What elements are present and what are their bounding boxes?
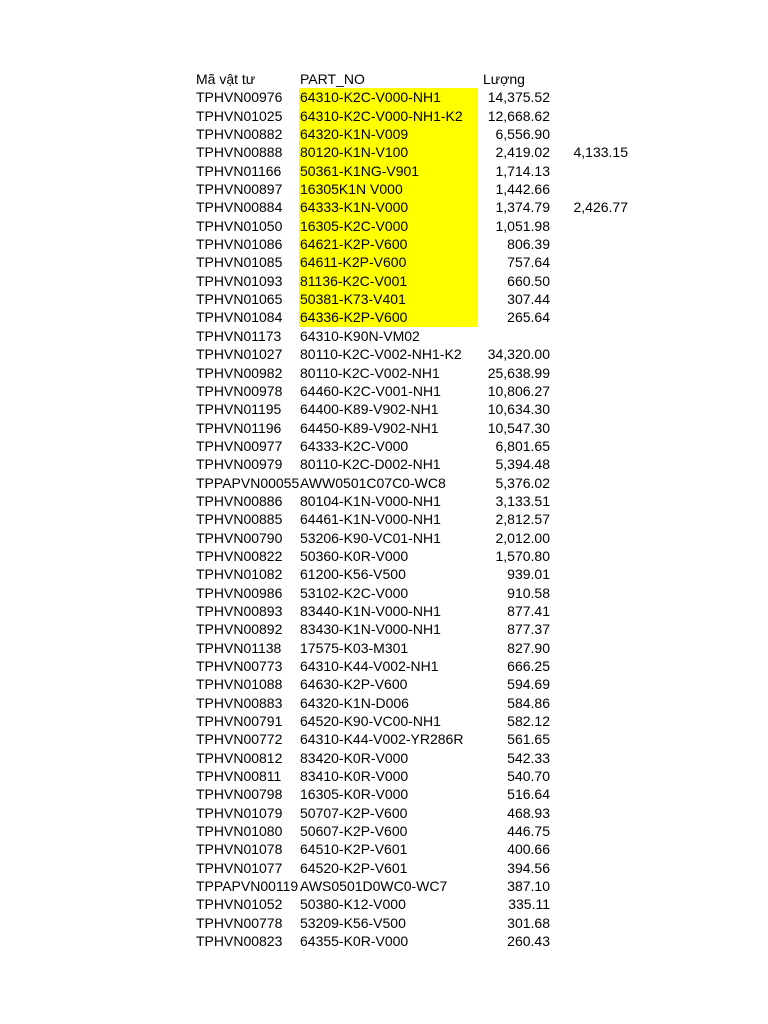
cell-code[interactable]: TPHVN00772 (196, 731, 283, 748)
cell-code[interactable]: TPHVN00823 (196, 933, 283, 950)
cell-quantity[interactable]: 516.64 (507, 786, 550, 803)
cell-code[interactable]: TPHVN01050 (196, 217, 283, 234)
cell-code[interactable]: TPHVN01138 (196, 639, 282, 656)
cell-extra[interactable] (550, 382, 628, 400)
cell-code[interactable]: TPHVN00773 (196, 658, 283, 674)
cell-quantity[interactable]: 806.39 (507, 236, 550, 253)
cell-extra[interactable] (550, 914, 628, 932)
cell-extra[interactable] (550, 107, 628, 125)
cell-code[interactable]: TPHVN00778 (196, 914, 283, 931)
cell-extra[interactable] (550, 584, 628, 602)
cell-quantity[interactable]: 307.44 (507, 291, 550, 308)
cell-part-no[interactable]: 83420-K0R-V000 (300, 749, 409, 766)
cell-part-no[interactable]: 50360-K0R-V000 (300, 547, 409, 564)
cell-part-no[interactable]: 80104-K1N-V000-NH1 (300, 492, 441, 509)
cell-part-no[interactable]: 61200-K56-V500 (300, 566, 406, 583)
cell-part-no[interactable]: 64336-K2P-V600 (299, 308, 478, 326)
cell-part-no[interactable]: 17575-K03-M301 (300, 639, 409, 656)
cell-code[interactable]: TPHVN01173 (196, 327, 282, 344)
cell-code[interactable]: TPHVN01079 (196, 804, 283, 821)
cell-quantity[interactable]: 1,570.80 (495, 547, 550, 564)
cell-code[interactable]: TPHVN01195 (196, 401, 282, 418)
cell-part-no[interactable]: 64355-K0R-V000 (300, 933, 409, 950)
cell-part-no[interactable]: 64450-K89-V902-NH1 (300, 419, 439, 436)
cell-quantity[interactable]: 12,668.62 (487, 107, 550, 124)
cell-code[interactable]: TPHVN01093 (196, 272, 283, 289)
cell-extra[interactable] (550, 895, 628, 913)
cell-extra[interactable] (550, 547, 628, 565)
cell-part-no[interactable]: AWW0501C07C0-WC8 (300, 474, 446, 491)
cell-code[interactable]: TPHVN00884 (196, 199, 283, 216)
cell-part-no[interactable]: 64460-K2C-V001-NH1 (300, 382, 441, 399)
cell-extra[interactable]: 2,426.77 (573, 199, 628, 216)
cell-code[interactable]: TPHVN00811 (196, 768, 282, 785)
cell-quantity[interactable]: 2,419.02 (495, 144, 550, 161)
cell-quantity[interactable]: 877.37 (507, 621, 550, 638)
cell-part-no[interactable]: 16305-K0R-V000 (300, 786, 409, 803)
cell-quantity[interactable]: 561.65 (507, 731, 550, 748)
cell-extra[interactable] (550, 88, 628, 106)
cell-quantity[interactable]: 25,638.99 (487, 364, 550, 381)
cell-code[interactable]: TPHVN00897 (196, 181, 283, 198)
cell-part-no[interactable]: 64320-K1N-D006 (300, 694, 409, 711)
cell-part-no[interactable]: 64333-K1N-V000 (299, 198, 478, 216)
cell-extra[interactable] (550, 932, 628, 950)
cell-quantity[interactable]: 34,320.00 (487, 346, 550, 363)
cell-extra[interactable] (550, 510, 628, 528)
cell-extra[interactable] (550, 877, 628, 895)
cell-code[interactable]: TPHVN01088 (196, 676, 283, 693)
cell-quantity[interactable]: 10,806.27 (487, 382, 550, 399)
cell-quantity[interactable]: 260.43 (507, 933, 550, 950)
cell-code[interactable]: TPHVN01196 (196, 419, 282, 436)
cell-quantity[interactable]: 1,442.66 (495, 181, 550, 198)
cell-extra[interactable] (550, 529, 628, 547)
cell-code[interactable]: TPHVN01085 (196, 254, 283, 271)
cell-quantity[interactable]: 14,375.52 (487, 89, 550, 106)
cell-extra[interactable] (550, 620, 628, 638)
cell-code[interactable]: TPHVN00822 (196, 547, 283, 564)
cell-part-no[interactable]: 64320-K1N-V009 (299, 125, 478, 143)
cell-extra[interactable] (550, 437, 628, 455)
cell-extra[interactable]: 4,133.15 (573, 144, 628, 161)
cell-quantity[interactable]: 10,547.30 (487, 419, 550, 436)
cell-quantity[interactable]: 910.58 (507, 584, 550, 601)
cell-extra[interactable] (550, 455, 628, 473)
cell-part-no[interactable]: 64310-K44-V002-YR286R (300, 731, 464, 748)
cell-quantity[interactable]: 542.33 (507, 749, 550, 766)
cell-extra[interactable] (550, 694, 628, 712)
cell-code[interactable]: TPHVN01027 (196, 346, 283, 363)
cell-extra[interactable] (550, 639, 628, 657)
cell-quantity[interactable]: 2,812.57 (495, 511, 550, 528)
cell-part-no[interactable]: 50381-K73-V401 (299, 290, 478, 308)
cell-part-no[interactable]: 64630-K2P-V600 (300, 676, 408, 693)
cell-quantity[interactable]: 5,376.02 (495, 474, 550, 491)
cell-code[interactable]: TPHVN00978 (196, 382, 283, 399)
cell-extra[interactable] (550, 749, 628, 767)
cell-extra[interactable] (550, 675, 628, 693)
cell-code[interactable]: TPHVN00982 (196, 364, 283, 381)
cell-quantity[interactable]: 446.75 (507, 823, 550, 840)
cell-quantity[interactable]: 1,051.98 (495, 217, 550, 234)
cell-extra[interactable] (550, 859, 628, 877)
cell-code[interactable]: TPHVN01086 (196, 236, 283, 253)
cell-code[interactable]: TPHVN00986 (196, 584, 283, 601)
cell-part-no[interactable]: 64310-K2C-V000-NH1 (299, 88, 478, 106)
cell-quantity[interactable]: 10,634.30 (487, 401, 550, 418)
cell-extra[interactable] (550, 492, 628, 510)
cell-code[interactable]: TPHVN01077 (196, 859, 283, 876)
cell-code[interactable]: TPPAPVN00055 (196, 474, 300, 491)
cell-code[interactable]: TPHVN00886 (196, 492, 283, 509)
cell-quantity[interactable]: 2,012.00 (495, 529, 550, 546)
cell-part-no[interactable]: 50707-K2P-V600 (300, 804, 408, 821)
cell-part-no[interactable]: 64621-K2P-V600 (299, 235, 478, 253)
cell-extra[interactable] (550, 217, 628, 235)
cell-extra[interactable] (550, 327, 628, 345)
cell-quantity[interactable]: 394.56 (507, 859, 550, 876)
cell-code[interactable]: TPHVN00791 (196, 713, 283, 730)
cell-code[interactable]: TPHVN00893 (196, 602, 283, 619)
cell-extra[interactable] (550, 712, 628, 730)
cell-quantity[interactable]: 540.70 (507, 768, 550, 785)
cell-code[interactable]: TPHVN00977 (196, 437, 283, 454)
cell-extra[interactable] (550, 730, 628, 748)
cell-part-no[interactable]: 64333-K2C-V000 (300, 437, 409, 454)
cell-quantity[interactable]: 6,801.65 (495, 437, 550, 454)
cell-quantity[interactable]: 939.01 (507, 566, 550, 583)
cell-code[interactable]: TPHVN01078 (196, 841, 283, 858)
cell-code[interactable]: TPPAPVN00119 (196, 878, 299, 895)
cell-code[interactable]: TPHVN01052 (196, 896, 283, 913)
header-part-no[interactable]: PART_NO (300, 71, 365, 87)
cell-part-no[interactable]: 80110-K2C-V002-NH1-K2 (300, 346, 462, 363)
cell-part-no[interactable]: 81136-K2C-V001 (299, 272, 478, 290)
cell-part-no[interactable]: 64400-K89-V902-NH1 (300, 401, 439, 418)
cell-part-no[interactable]: 80110-K2C-V002-NH1 (300, 364, 440, 381)
cell-extra[interactable] (550, 657, 628, 675)
cell-part-no[interactable]: 50380-K12-V000 (300, 896, 406, 913)
cell-quantity[interactable]: 301.68 (507, 914, 550, 931)
cell-part-no[interactable]: 64520-K90-VC00-NH1 (300, 713, 441, 730)
cell-quantity[interactable]: 335.11 (508, 896, 550, 913)
cell-extra[interactable] (550, 364, 628, 382)
cell-code[interactable]: TPHVN01082 (196, 566, 283, 583)
cell-part-no[interactable]: 80110-K2C-D002-NH1 (300, 456, 441, 473)
cell-extra[interactable] (550, 272, 628, 290)
cell-extra[interactable] (550, 400, 628, 418)
cell-code[interactable]: TPHVN01065 (196, 291, 283, 308)
cell-quantity[interactable]: 468.93 (507, 804, 550, 821)
cell-extra[interactable] (550, 804, 628, 822)
cell-part-no[interactable]: 53209-K56-V500 (300, 914, 406, 931)
cell-code[interactable]: TPHVN00979 (196, 456, 283, 473)
cell-code[interactable]: TPHVN00892 (196, 621, 283, 638)
cell-part-no[interactable]: 83440-K1N-V000-NH1 (300, 602, 441, 619)
cell-part-no[interactable]: 50361-K1NG-V901 (299, 162, 478, 180)
cell-extra[interactable] (550, 840, 628, 858)
cell-part-no[interactable]: 83410-K0R-V000 (300, 768, 409, 785)
cell-code[interactable]: TPHVN00882 (196, 126, 283, 143)
cell-quantity[interactable]: 387.10 (507, 878, 550, 895)
cell-extra[interactable] (550, 235, 628, 253)
cell-part-no[interactable]: AWS0501D0WC0-WC7 (300, 878, 448, 895)
cell-quantity[interactable]: 757.64 (507, 254, 550, 271)
cell-extra[interactable] (550, 253, 628, 271)
cell-code[interactable]: TPHVN00812 (196, 749, 283, 766)
cell-extra[interactable] (550, 308, 628, 326)
cell-part-no[interactable]: 53206-K90-VC01-NH1 (300, 529, 441, 546)
cell-code[interactable]: TPHVN00976 (196, 89, 283, 106)
cell-quantity[interactable]: 827.90 (507, 639, 550, 656)
cell-extra[interactable] (550, 767, 628, 785)
cell-code[interactable]: TPHVN00888 (196, 144, 283, 161)
cell-quantity[interactable]: 660.50 (507, 272, 550, 289)
cell-part-no[interactable]: 16305-K2C-V000 (299, 217, 478, 235)
cell-extra[interactable] (550, 125, 628, 143)
cell-quantity[interactable]: 582.12 (507, 713, 550, 730)
cell-part-no[interactable]: 64310-K2C-V000-NH1-K2 (299, 107, 478, 125)
cell-part-no[interactable]: 64310-K90N-VM02 (300, 327, 420, 344)
cell-quantity[interactable] (477, 327, 550, 345)
cell-quantity[interactable]: 584.86 (507, 694, 550, 711)
cell-code[interactable]: TPHVN00883 (196, 694, 283, 711)
cell-extra[interactable] (550, 822, 628, 840)
cell-extra[interactable] (550, 290, 628, 308)
cell-code[interactable]: TPHVN01025 (196, 107, 283, 124)
cell-part-no[interactable]: 64611-K2P-V600 (299, 253, 478, 271)
cell-extra[interactable] (550, 345, 628, 363)
cell-code[interactable]: TPHVN00790 (196, 529, 283, 546)
header-quantity[interactable]: Lượng (483, 71, 525, 87)
cell-extra[interactable] (550, 180, 628, 198)
cell-quantity[interactable]: 5,394.48 (495, 456, 550, 473)
cell-part-no[interactable]: 64310-K44-V002-NH1 (300, 658, 439, 674)
cell-extra[interactable] (550, 419, 628, 437)
cell-part-no[interactable]: 80120-K1N-V100 (299, 143, 478, 161)
cell-code[interactable]: TPHVN01166 (196, 162, 282, 179)
cell-part-no[interactable]: 53102-K2C-V000 (300, 584, 409, 601)
cell-extra[interactable] (550, 602, 628, 620)
cell-extra[interactable] (550, 785, 628, 803)
cell-part-no[interactable]: 83430-K1N-V000-NH1 (300, 621, 441, 638)
cell-quantity[interactable]: 400.66 (507, 841, 550, 858)
cell-code[interactable]: TPHVN01080 (196, 823, 283, 840)
cell-quantity[interactable]: 666.25 (507, 658, 550, 674)
cell-code[interactable]: TPHVN00798 (196, 786, 283, 803)
cell-quantity[interactable]: 1,374.79 (495, 199, 550, 216)
cell-part-no[interactable]: 16305K1N V000 (299, 180, 478, 198)
cell-part-no[interactable]: 64520-K2P-V601 (300, 859, 408, 876)
cell-part-no[interactable]: 64510-K2P-V601 (300, 841, 408, 858)
cell-code[interactable]: TPHVN00885 (196, 511, 283, 528)
cell-quantity[interactable]: 594.69 (507, 676, 550, 693)
cell-extra[interactable] (550, 162, 628, 180)
cell-code[interactable]: TPHVN01084 (196, 309, 283, 326)
cell-extra[interactable] (550, 474, 628, 492)
cell-quantity[interactable]: 6,556.90 (495, 126, 550, 143)
cell-extra[interactable] (550, 565, 628, 583)
cell-part-no[interactable]: 50607-K2P-V600 (300, 823, 408, 840)
header-code[interactable]: Mã vật tư (196, 71, 256, 87)
cell-quantity[interactable]: 265.64 (507, 309, 550, 326)
cell-quantity[interactable]: 3,133.51 (495, 492, 550, 509)
cell-part-no[interactable]: 64461-K1N-V000-NH1 (300, 511, 441, 528)
cell-quantity[interactable]: 877.41 (507, 602, 550, 619)
cell-quantity[interactable]: 1,714.13 (495, 162, 550, 179)
